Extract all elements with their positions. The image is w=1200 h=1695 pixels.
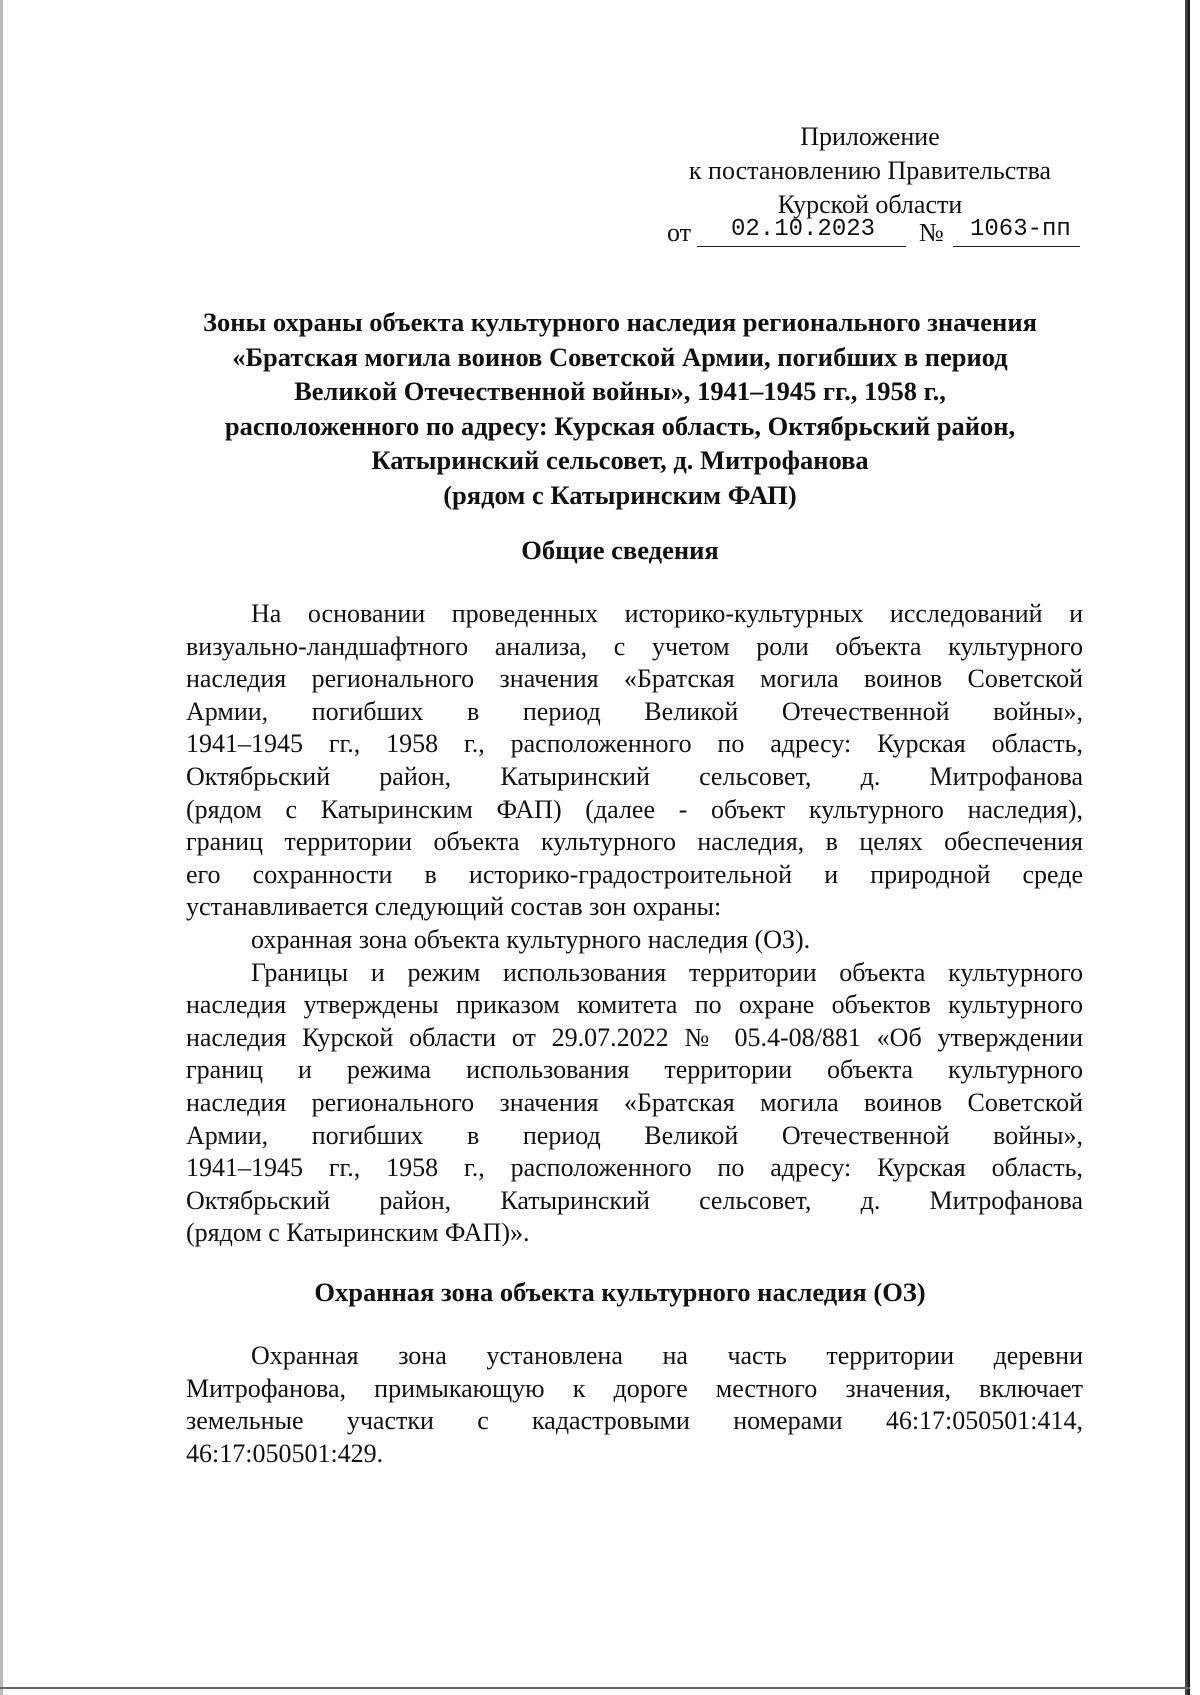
title-line: Катыринский сельсовет, д. Митрофанова [371,445,869,475]
text-line: земельные участки с кадастровыми номерами 46:17:050501:414, [186,1406,1083,1436]
number-value: 1063-пп [970,216,1071,243]
text-line: визуально-ландшафтного анализа, с учетом роли объекта культурного [186,631,1083,661]
text-line: его сохранности в историко-градостроительной и природной среде [186,859,1083,889]
appendix-line: к постановлению Правительства [688,156,1052,185]
resolution-date-number [661,214,1081,250]
zone-list-item: охранная зона объекта культурного наследия (ОЗ). [251,924,811,954]
document-title [150,305,1090,512]
text-line: наследия регионального значения «Братская могила воинов Советской [186,1087,1083,1117]
scan-edge-bottom [0,1687,1190,1689]
text-line: Охранная зона установлена на часть территории деревни [251,1341,1083,1370]
appendix-header [660,120,1080,222]
number-prefix: № [919,218,944,247]
paragraph-protection-zone [186,1340,1083,1470]
title-line: расположенного по адресу: Курская область, Октябрьский район, [224,410,1016,441]
text-line: Границы и режим использования территории объекта культурного [251,957,1083,987]
text-line: Октябрьский район, Катыринский сельсовет, д. Митрофанова [186,1185,1083,1215]
text-line: Митрофанова, примыкающую к дороге местного значения, включает [186,1373,1083,1403]
text-line: наследия регионального значения «Братская могила воинов Советской [186,664,1083,694]
date-underline [697,246,906,247]
text-line: 46:17:050501:429. [186,1438,384,1468]
text-line: границ и режима использования территории объекта культурного [186,1055,1083,1085]
title-line: (рядом с Катыринским ФАП) [443,479,797,510]
text-line: границ территории объекта культурного наследия, в целях обеспечения [186,827,1083,857]
appendix-line: Приложение [800,122,940,151]
paragraph-general [186,598,1083,1250]
text-line: (рядом с Катыринским ФАП)». [186,1218,530,1248]
title-line: «Братская могила воинов Советской Армии, погибших в период [232,341,1008,372]
section-heading-protection-zone: Охранная зона объекта культурного наследия (ОЗ) [314,1277,926,1307]
text-line: Армии, погибших в период Великой Отечественной войны», [186,1120,1083,1150]
text-line: устанавливается следующий состав зон охраны: [186,892,722,922]
title-line: Великой Отечественной войны», 1941–1945 гг., 1958 г., [294,376,946,406]
text-line: 1941–1945 гг., 1958 г., расположенного по адресу: Курская область, [186,729,1083,759]
text-line: наследия Курской области от 29.07.2022 № 05.4-08/881 «Об утверждении [186,1022,1083,1052]
scan-edge-left [0,0,3,1695]
number-underline [953,246,1080,247]
text-line: Армии, погибших в период Великой Отечественной войны», [186,696,1083,726]
text-line: На основании проведенных историко-культурных исследований и [251,599,1083,628]
appendix-line: Курской области [777,190,963,219]
text-line: наследия утверждены приказом комитета по охране объектов культурного [186,990,1083,1020]
text-line: (рядом с Катыринским ФАП) (далее - объект культурного наследия), [186,794,1083,824]
date-prefix: от [667,218,692,247]
text-line: Октябрьский район, Катыринский сельсовет, д. Митрофанова [186,761,1083,791]
title-line: Зоны охраны объекта культурного наследия регионального значения [203,307,1037,337]
date-value: 02.10.2023 [731,216,876,243]
text-line: 1941–1945 гг., 1958 г., расположенного по адресу: Курская область, [186,1153,1083,1183]
section-heading-general: Общие сведения [521,535,719,565]
scan-edge-right [1185,0,1190,1695]
